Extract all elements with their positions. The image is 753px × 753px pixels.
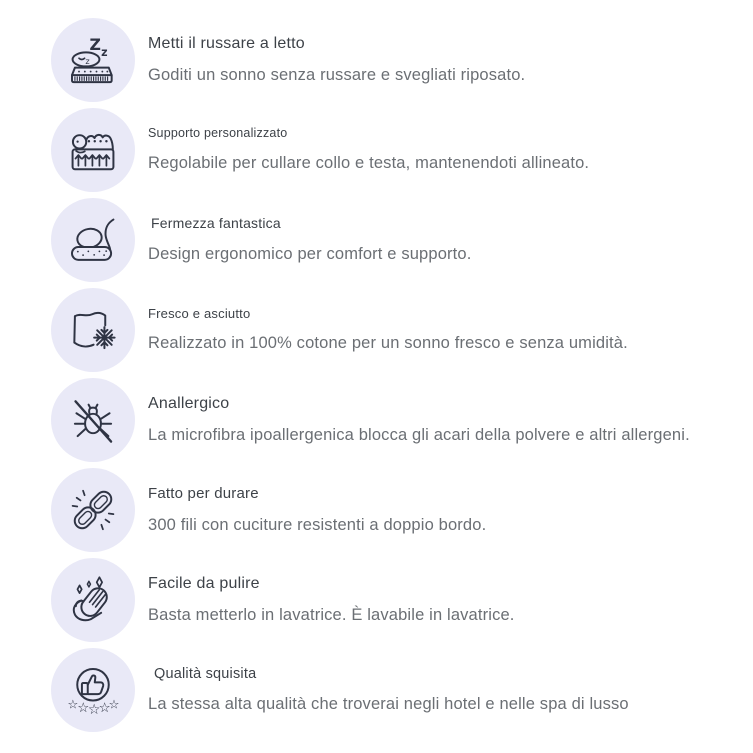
icon-circle xyxy=(51,108,135,192)
feature-title: Anallergico xyxy=(148,395,230,413)
feature-description: Goditi un sonno senza russare e svegliati riposato. xyxy=(148,66,526,85)
adjustable-support-icon xyxy=(65,122,121,178)
feature-row xyxy=(51,105,753,195)
icon-circle xyxy=(51,558,135,642)
feature-text xyxy=(148,306,628,354)
ergonomic-pillow-icon xyxy=(65,212,121,268)
feature-title: Metti il russare a letto xyxy=(148,35,305,53)
feature-row xyxy=(51,645,753,735)
feature-description: 300 fili con cuciture resistenti a doppio bordo. xyxy=(148,515,487,534)
svg-text:z: z xyxy=(85,56,90,67)
thumbs-up-stars-icon xyxy=(65,662,121,718)
icon-circle xyxy=(51,648,135,732)
svg-text:☆: ☆ xyxy=(98,701,111,717)
icon-circle xyxy=(51,198,135,282)
icon-circle xyxy=(51,18,135,102)
feature-row xyxy=(51,195,753,285)
feature-title: Fermezza fantastica xyxy=(151,215,281,232)
feature-description: Realizzato in 100% cotone per un sonno fresco e senza umidità. xyxy=(148,334,628,353)
svg-text:z: z xyxy=(101,45,108,59)
chain-links-icon xyxy=(65,482,121,538)
feature-description: Basta metterlo in lavatrice. È lavabile in lavatrice. xyxy=(148,606,515,625)
icon-circle xyxy=(51,378,135,462)
no-dust-mites-icon xyxy=(65,392,121,448)
feature-title: Supporto personalizzato xyxy=(148,126,288,141)
icon-circle xyxy=(51,288,135,372)
feature-description: Design ergonomico per comfort e supporto. xyxy=(148,244,472,263)
feature-row xyxy=(51,465,753,555)
icon-circle xyxy=(51,468,135,552)
feature-title: Qualità squisita xyxy=(154,666,257,683)
feature-row xyxy=(51,375,753,465)
feature-title: Fresco e asciutto xyxy=(148,306,251,322)
feature-text xyxy=(148,34,525,86)
feature-text xyxy=(148,394,690,446)
svg-text:☆: ☆ xyxy=(67,697,79,712)
feature-text xyxy=(148,215,471,264)
feature-text xyxy=(148,485,486,535)
svg-text:☆: ☆ xyxy=(108,697,120,712)
feature-row xyxy=(51,555,753,645)
feature-text xyxy=(148,665,629,715)
feature-description: La microfibra ipoallergenica blocca gli acari della polvere e altri allergeni. xyxy=(148,426,690,445)
feature-description: Regolabile per cullare collo e testa, mantenendoti allineato. xyxy=(148,154,590,172)
feature-text xyxy=(148,574,515,626)
svg-text:☆: ☆ xyxy=(87,701,101,718)
feature-text xyxy=(148,126,589,173)
feature-row xyxy=(51,15,753,105)
svg-text:☆: ☆ xyxy=(77,701,90,717)
feature-description: La stessa alta qualità che troverai negli hotel e nelle spa di lusso xyxy=(148,695,629,714)
sparkling-clean-hand-icon xyxy=(65,572,121,628)
cool-dry-snowflake-icon xyxy=(65,302,121,358)
feature-title: Facile da pulire xyxy=(148,575,260,593)
snoring-pillow-icon xyxy=(65,32,121,88)
svg-text:Z: Z xyxy=(89,35,101,55)
feature-title: Fatto per durare xyxy=(148,484,259,502)
feature-row xyxy=(51,285,753,375)
